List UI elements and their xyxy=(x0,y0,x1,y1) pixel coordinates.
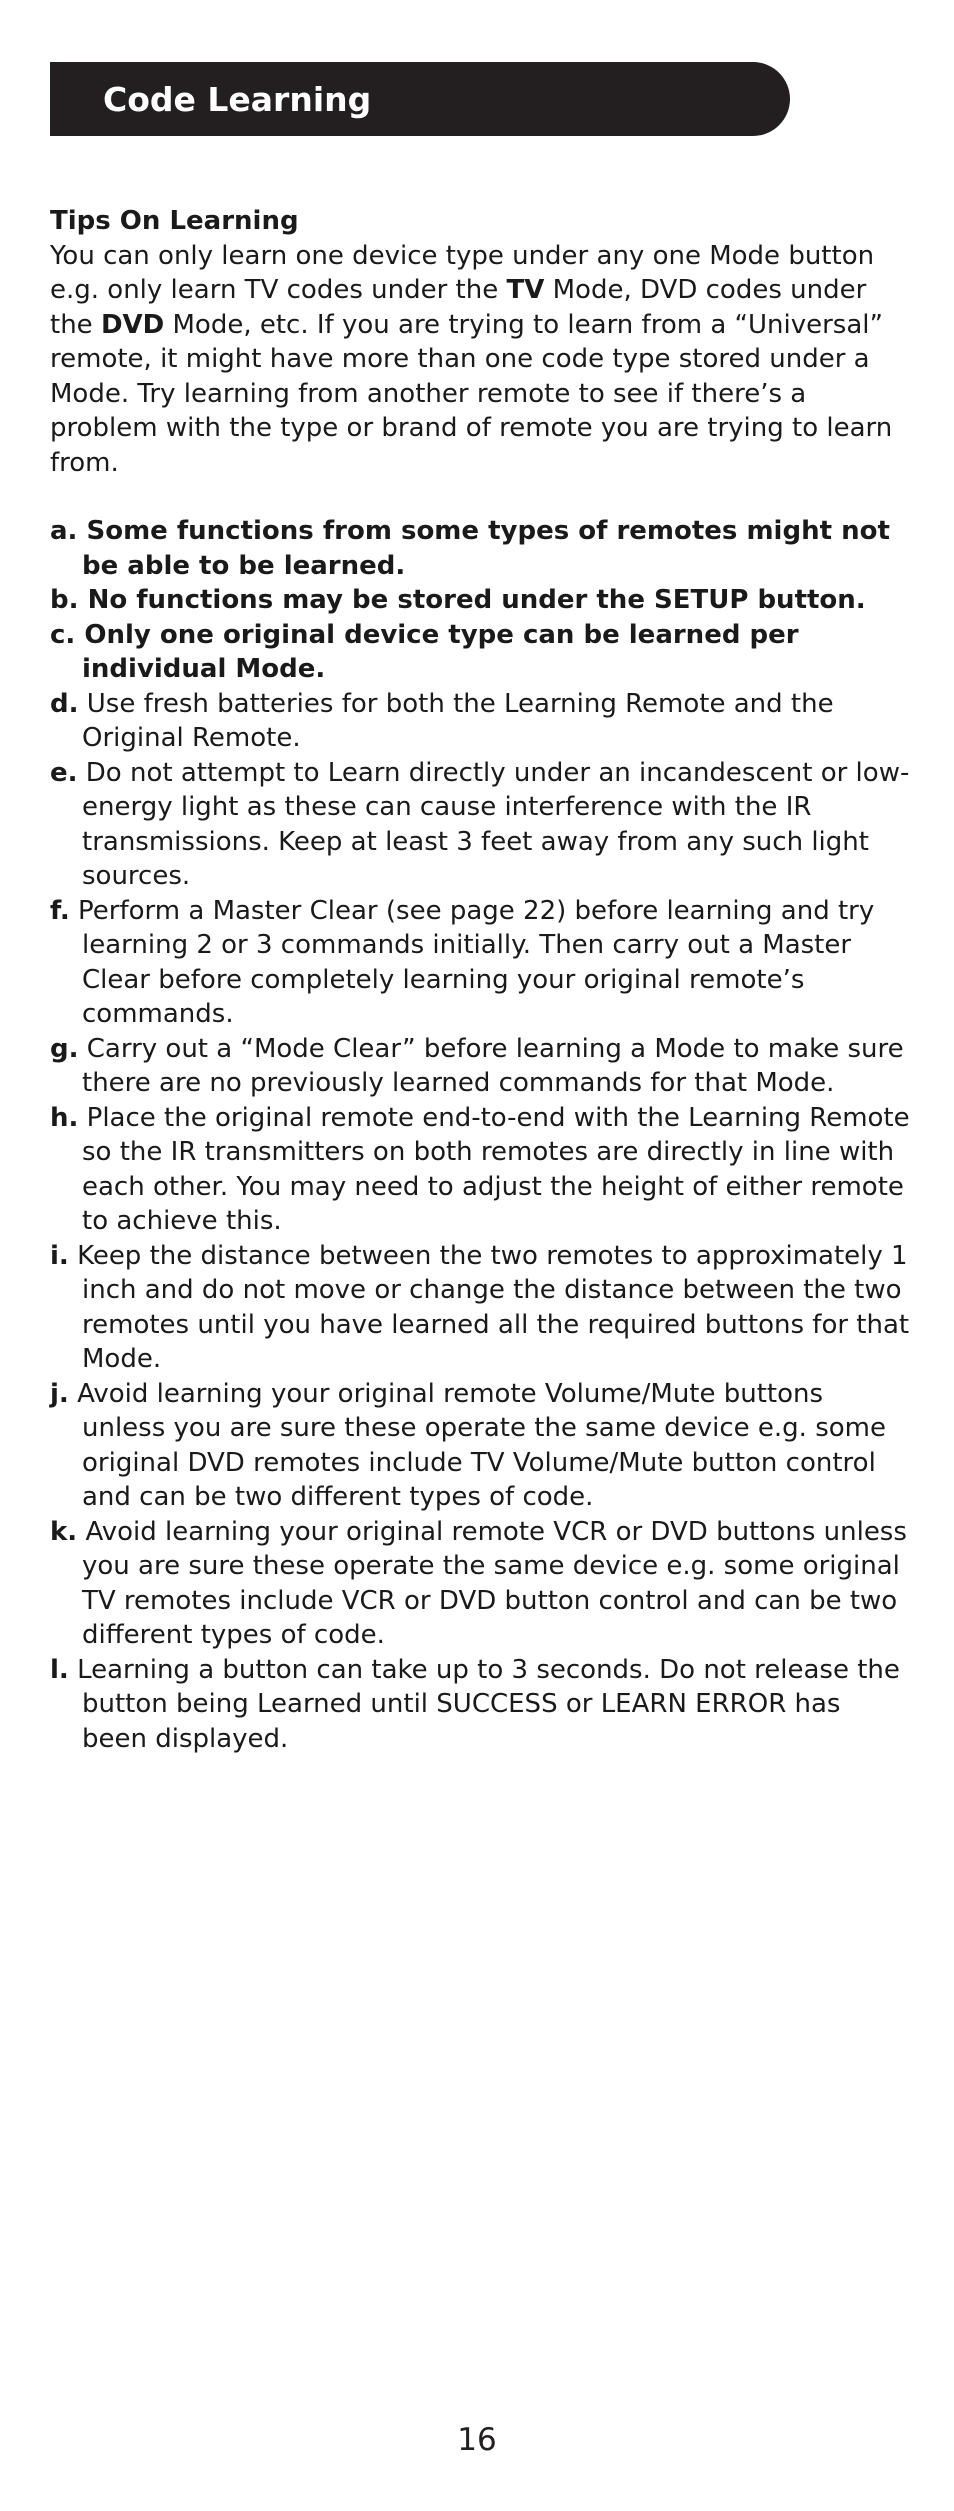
tip-text: Use fresh batteries for both the Learning Remote and the Original Remote. xyxy=(82,688,834,753)
tip-item-e xyxy=(50,756,910,894)
intro-text-part2: Mode, DVD codes under the xyxy=(50,275,867,340)
tips-content xyxy=(50,204,910,1756)
page-number: 16 xyxy=(457,2422,497,2458)
tip-text: No functions may be stored under the SETUP button. xyxy=(87,585,866,615)
tip-item-f xyxy=(50,894,910,1032)
tip-text: Avoid learning your original remote VCR or DVD buttons unless you are sure these operate the same device e.g. some original TV remotes include VCR or DVD button control and can be two different types of code. xyxy=(82,1516,907,1650)
tip-letter: l. xyxy=(50,1654,69,1685)
tip-item-c xyxy=(50,618,910,687)
intro-dvd-mode: DVD xyxy=(100,309,165,340)
tip-letter: g. xyxy=(50,1033,79,1064)
tip-item-h xyxy=(50,1101,910,1239)
tip-text: Do not attempt to Learn directly under an incandescent or low-energy light as these can cause interference with the IR transmissions. Keep at least 3 feet away from any such light sources. xyxy=(82,757,910,891)
tip-text: Keep the distance between the two remotes to approximately 1 inch and do not move or change the distance between the two remotes until you have learned all the required buttons for that Mode. xyxy=(77,1240,910,1374)
tip-text: Carry out a “Mode Clear” before learning a Mode to make sure there are no previously learned commands for that Mode. xyxy=(82,1033,904,1098)
tip-letter: c. xyxy=(50,619,76,650)
tip-item-g xyxy=(50,1032,910,1101)
tip-letter: i. xyxy=(50,1240,69,1271)
tips-list xyxy=(50,514,910,1756)
section-title: Code Learning xyxy=(103,79,372,119)
tips-heading: Tips On Learning xyxy=(50,206,299,236)
tip-item-j xyxy=(50,1377,910,1515)
tip-text: Perform a Master Clear (see page 22) before learning and try learning 2 or 3 commands initially. Then carry out a Master Clear before completely learning your original remote’s commands. xyxy=(78,895,875,1029)
tip-text: Avoid learning your original remote Volume/Mute buttons unless you are sure these operate the same device e.g. some original DVD remotes include TV Volume/Mute button control and can be two different types of code. xyxy=(77,1378,886,1512)
section-header-bar xyxy=(50,62,790,136)
tip-text: Only one original device type can be learned per individual Mode. xyxy=(82,619,799,684)
tip-letter: j. xyxy=(50,1378,69,1409)
tip-text: Some functions from some types of remotes might not be able to be learned. xyxy=(82,516,890,581)
tip-letter: a. xyxy=(50,516,78,546)
tip-item-b xyxy=(50,583,910,618)
tip-item-a xyxy=(50,514,910,583)
tip-letter: f. xyxy=(50,895,70,926)
intro-tv-mode: TV xyxy=(506,275,545,305)
tip-letter: h. xyxy=(50,1102,79,1133)
tip-letter: k. xyxy=(50,1516,78,1547)
intro-text-part1: You can only learn one device type under any one Mode button e.g. only learn TV codes under the xyxy=(50,240,875,305)
tip-item-i xyxy=(50,1239,910,1377)
tips-intro-paragraph xyxy=(50,239,910,481)
tip-letter: d. xyxy=(50,688,79,719)
tip-text: Place the original remote end-to-end with the Learning Remote so the IR transmitters on both remotes are directly in line with each other. You may need to adjust the height of either remote to achieve this. xyxy=(82,1102,910,1236)
tip-item-l xyxy=(50,1653,910,1757)
tip-letter: e. xyxy=(50,757,78,788)
intro-text-part3: Mode, etc. If you are trying to learn from a “Universal” remote, it might have more than one code type stored under a Mode. Try learning from another remote to see if there’s a problem with the type or brand of remote you are trying to learn from. xyxy=(50,309,893,478)
tip-text: Learning a button can take up to 3 seconds. Do not release the button being Learned until SUCCESS or LEARN ERROR has been displayed. xyxy=(77,1654,900,1754)
tip-letter: b. xyxy=(50,585,79,615)
tip-item-k xyxy=(50,1515,910,1653)
tip-item-d xyxy=(50,687,910,756)
